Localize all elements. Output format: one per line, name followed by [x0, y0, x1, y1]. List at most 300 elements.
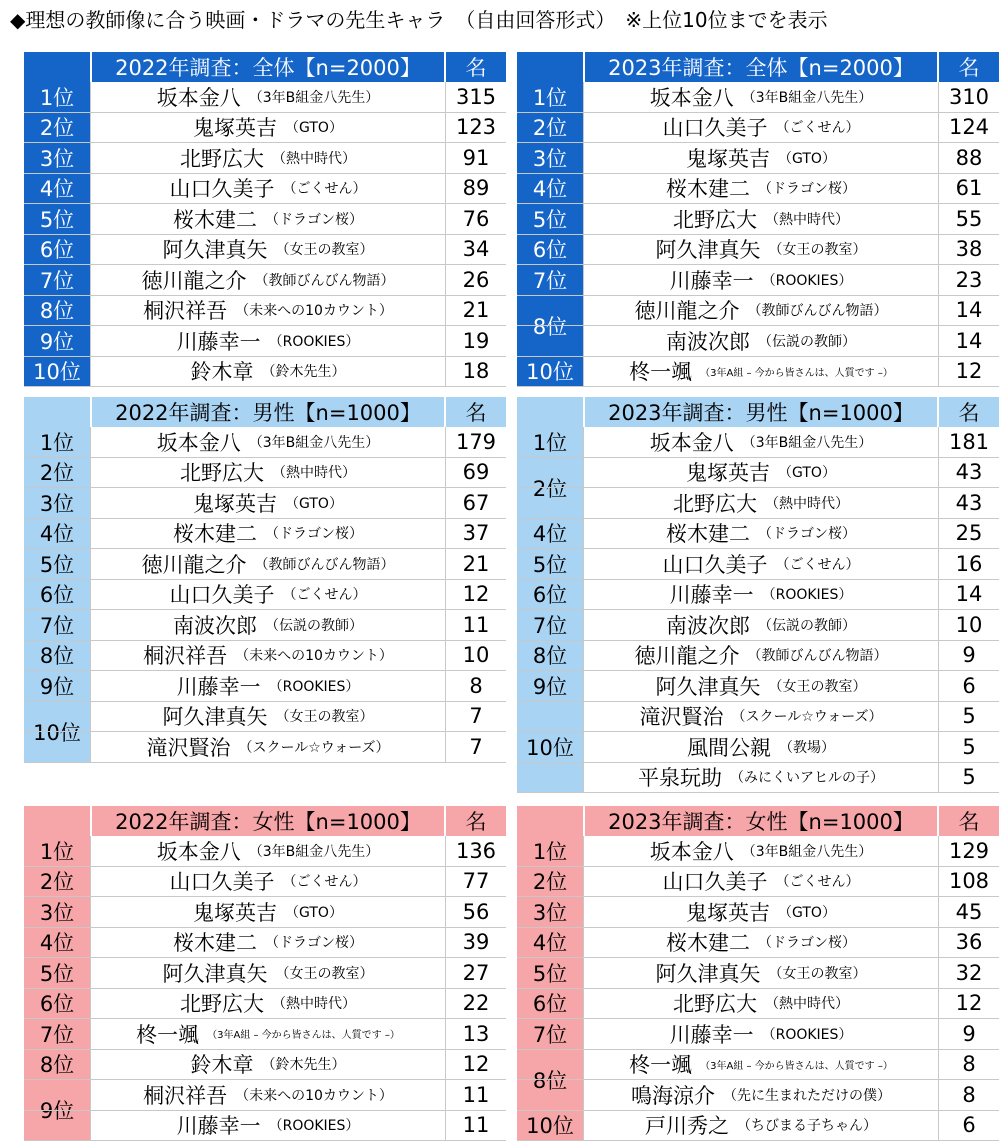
source-title: （ドラゴン桜） — [265, 211, 363, 228]
source-title: （3年A組 – 今から皆さんは、人質です –） — [207, 1030, 400, 1042]
teacher-name-cell — [90, 1080, 446, 1110]
rank-label: 9位 — [517, 671, 583, 702]
teacher-name-cell — [583, 326, 939, 356]
rank-spacer — [24, 204, 90, 234]
vote-count: 108 — [948, 869, 990, 894]
rank-spacer — [517, 265, 583, 295]
rank-label: 4位 — [24, 519, 90, 550]
teacher-name-cell — [583, 113, 939, 143]
teacher-name-cell — [90, 732, 446, 762]
vote-count: 5 — [962, 765, 976, 790]
vote-count: 11 — [462, 1113, 490, 1138]
source-title: （ごくせん） — [282, 874, 367, 891]
teacher-name-cell — [90, 143, 446, 173]
teacher-name: 川藤幸一 — [176, 1114, 261, 1139]
teacher-name: 川藤幸一 — [669, 1022, 754, 1047]
vote-count: 181 — [948, 429, 990, 454]
table-row — [24, 174, 506, 205]
teacher-name-cell — [90, 867, 446, 897]
teacher-name-cell — [583, 1111, 939, 1141]
rank-spacer — [517, 1050, 583, 1080]
rank-label: 7位 — [24, 265, 90, 296]
rank-label: 10位 — [517, 702, 583, 794]
table-row — [517, 897, 999, 928]
rank-spacer — [517, 836, 583, 866]
rank-label: 4位 — [24, 174, 90, 205]
vote-count: 6 — [962, 1113, 976, 1138]
rank-spacer — [517, 1111, 583, 1141]
rank-label: 10位 — [24, 357, 90, 388]
header-rank-cell — [517, 806, 583, 836]
rank-spacer — [517, 580, 583, 610]
vote-count: 12 — [462, 582, 490, 607]
teacher-name: 鈴木章 — [190, 1053, 254, 1078]
vote-count: 36 — [955, 930, 983, 955]
source-title: （教師びんびん物語） — [747, 648, 888, 665]
table-row — [517, 143, 999, 174]
teacher-name-cell — [583, 763, 939, 793]
source-title: （スクール☆ウォーズ） — [238, 739, 390, 756]
vote-count: 88 — [955, 145, 983, 170]
table-row — [24, 928, 506, 959]
table-header — [24, 397, 506, 427]
teacher-name-cell — [90, 671, 446, 701]
teacher-name-cell — [583, 610, 939, 640]
vote-count: 12 — [955, 991, 983, 1016]
teacher-name-cell — [90, 82, 446, 112]
teacher-name: 鬼塚英吉 — [193, 900, 278, 925]
teacher-name-cell — [90, 113, 446, 143]
source-title: （教師びんびん物語） — [747, 303, 888, 320]
teacher-name-cell — [90, 928, 446, 958]
table-row — [517, 458, 999, 489]
teacher-name-cell — [583, 427, 939, 457]
table-row — [517, 641, 999, 672]
table-body — [517, 836, 999, 1141]
rank-label: 7位 — [517, 610, 583, 641]
teacher-name: 鬼塚英吉 — [686, 461, 771, 486]
count-column-header: 名 — [958, 810, 980, 834]
table-row — [517, 1080, 999, 1111]
page-title: ◆理想の教師像に合う映画・ドラマの先生キャラ （自由回答形式） ※上位10位までを表示 — [10, 8, 828, 32]
teacher-name: 桐沢祥吾 — [143, 1083, 228, 1108]
source-title: （ちびまる子ちゃん） — [737, 1118, 877, 1135]
rank-label: 1位 — [517, 836, 583, 867]
source-title: （スクール☆ウォーズ） — [731, 709, 883, 726]
teacher-name: 鳴海涼介 — [631, 1083, 715, 1108]
teacher-name: 南波次郎 — [666, 329, 750, 354]
teacher-name: 山口久美子 — [169, 583, 275, 608]
header-rank-cell — [517, 397, 583, 427]
rank-spacer — [24, 958, 90, 988]
teacher-name-cell — [90, 174, 446, 204]
table-row — [24, 867, 506, 898]
table-row — [517, 610, 999, 641]
source-title: （ごくせん） — [775, 120, 860, 137]
rank-spacer — [24, 1080, 90, 1110]
rank-label: 6位 — [517, 235, 583, 266]
rank-spacer — [24, 326, 90, 356]
rank-spacer — [24, 989, 90, 1019]
table-row — [24, 488, 506, 519]
rank-spacer — [517, 174, 583, 204]
table-header-title: 2023年調査：女性【n=1000】 — [583, 806, 939, 836]
vote-count: 67 — [462, 490, 490, 515]
rank-spacer — [517, 519, 583, 549]
rank-spacer — [517, 427, 583, 457]
teacher-name: 阿久津真矢 — [162, 705, 268, 730]
vote-count: 123 — [455, 115, 497, 140]
teacher-name-cell — [90, 1019, 446, 1049]
teacher-name: 阿久津真矢 — [655, 674, 761, 699]
rank-label: 9位 — [24, 671, 90, 702]
rank-spacer — [517, 1080, 583, 1110]
table-header-title: 2022年調査：女性【n=1000】 — [90, 806, 446, 836]
teacher-name-cell — [583, 671, 939, 701]
teacher-name-cell — [583, 519, 939, 549]
vote-count: 10 — [462, 643, 490, 668]
vote-count: 38 — [955, 237, 983, 262]
rank-label: 9位 — [24, 326, 90, 357]
table-header — [517, 52, 999, 82]
source-title: （ROOKIES） — [268, 678, 360, 695]
teacher-name: 鬼塚英吉 — [686, 146, 771, 171]
teacher-name: 桜木建二 — [173, 931, 257, 956]
vote-count: 37 — [462, 521, 490, 546]
source-title: （GTO） — [285, 904, 343, 921]
vote-count: 8 — [962, 1052, 976, 1077]
table-row — [517, 82, 999, 113]
table-row — [24, 204, 506, 235]
vote-count: 12 — [955, 359, 983, 384]
rank-label: 3位 — [24, 488, 90, 519]
table-row — [24, 265, 506, 296]
teacher-name: 柊一颯 — [629, 360, 693, 385]
teacher-name-cell — [583, 357, 939, 387]
source-title: （熱中時代） — [272, 996, 356, 1013]
vote-count: 32 — [955, 960, 983, 985]
table-body — [24, 836, 506, 1141]
vote-count: 14 — [955, 328, 983, 353]
teacher-name-cell — [90, 235, 446, 265]
table-row — [24, 113, 506, 144]
teacher-name: 坂本金八 — [156, 430, 241, 455]
table-header-title: 2023年調査：男性【n=1000】 — [583, 397, 939, 427]
table-header — [517, 397, 999, 427]
teacher-name: 川藤幸一 — [669, 268, 754, 293]
rank-spacer — [517, 1019, 583, 1049]
rank-spacer — [517, 958, 583, 988]
table-row — [24, 732, 506, 763]
vote-count: 16 — [955, 551, 983, 576]
source-title: （3年B組金八先生） — [248, 89, 380, 106]
teacher-name-cell — [90, 836, 446, 866]
rank-spacer — [24, 458, 90, 488]
table-row — [24, 958, 506, 989]
source-title: （3年B組金八先生） — [741, 89, 873, 106]
teacher-name: 滝沢賢治 — [146, 735, 231, 760]
table-row — [517, 671, 999, 702]
teacher-name-cell — [583, 580, 939, 610]
source-title: （教師びんびん物語） — [254, 556, 395, 573]
teacher-name-cell — [583, 174, 939, 204]
table-row — [517, 836, 999, 867]
rank-spacer — [517, 357, 583, 387]
count-column-header: 名 — [958, 56, 980, 80]
table-2023-female — [517, 806, 999, 1141]
source-title: （ごくせん） — [775, 556, 860, 573]
vote-count: 55 — [955, 206, 983, 231]
teacher-name-cell — [583, 958, 939, 988]
teacher-name: 坂本金八 — [156, 839, 241, 864]
teacher-name-cell — [583, 928, 939, 958]
table-row — [24, 296, 506, 327]
source-title: （GTO） — [778, 904, 836, 921]
rank-label: 1位 — [517, 427, 583, 458]
teacher-name: 北野広大 — [673, 491, 757, 516]
teacher-name-cell — [583, 82, 939, 112]
rank-spacer — [24, 897, 90, 927]
header-rank-cell — [24, 52, 90, 82]
table-row — [24, 1111, 506, 1142]
rank-label: 6位 — [517, 989, 583, 1020]
table-row — [517, 1050, 999, 1081]
teacher-name: 桜木建二 — [666, 522, 750, 547]
rank-spacer — [24, 1111, 90, 1141]
source-title: （3年A組 – 今から皆さんは、人質です –） — [700, 1060, 893, 1072]
rank-spacer — [517, 897, 583, 927]
source-title: （ごくせん） — [775, 874, 860, 891]
teacher-name-cell — [583, 732, 939, 762]
table-row — [24, 897, 506, 928]
teacher-name: 桐沢祥吾 — [143, 299, 228, 324]
source-title: （ROOKIES） — [761, 587, 853, 604]
table-header-title: 2022年調査：男性【n=1000】 — [90, 397, 446, 427]
source-title: （ROOKIES） — [268, 333, 360, 350]
rank-spacer — [24, 357, 90, 387]
rank-label: 7位 — [24, 610, 90, 641]
rank-spacer — [517, 867, 583, 897]
rank-label: 3位 — [517, 897, 583, 928]
rank-label: 6位 — [24, 580, 90, 611]
teacher-name-cell — [90, 549, 446, 579]
vote-count: 22 — [462, 991, 490, 1016]
rank-spacer — [24, 113, 90, 143]
vote-count: 39 — [462, 930, 490, 955]
rank-spacer — [517, 326, 583, 356]
teacher-name-cell — [583, 867, 939, 897]
source-title: （女王の教室） — [275, 242, 374, 259]
vote-count: 18 — [462, 359, 490, 384]
rank-spacer — [24, 488, 90, 518]
vote-count: 21 — [462, 551, 490, 576]
source-title: （ROOKIES） — [761, 1026, 853, 1043]
teacher-name: 柊一颯 — [629, 1053, 693, 1078]
teacher-name: 桜木建二 — [173, 522, 257, 547]
table-row — [517, 763, 999, 794]
rank-label: 5位 — [24, 958, 90, 989]
teacher-name-cell — [583, 143, 939, 173]
count-column-header: 名 — [465, 56, 487, 80]
source-title: （ごくせん） — [282, 587, 367, 604]
vote-count: 310 — [948, 84, 990, 109]
source-title: （先に生まれただけの僕） — [723, 1087, 891, 1104]
teacher-name: 鬼塚英吉 — [193, 116, 278, 141]
vote-count: 21 — [462, 298, 490, 323]
vote-count: 23 — [955, 267, 983, 292]
teacher-name-cell — [583, 1050, 939, 1080]
table-row — [517, 357, 999, 388]
vote-count: 5 — [962, 704, 976, 729]
teacher-name-cell — [583, 702, 939, 732]
teacher-name: 戸川秀之 — [645, 1114, 729, 1139]
teacher-name: 桜木建二 — [666, 931, 750, 956]
vote-count: 76 — [462, 206, 490, 231]
table-row — [517, 427, 999, 458]
table-row — [517, 174, 999, 205]
rank-spacer — [24, 519, 90, 549]
table-row — [517, 1111, 999, 1142]
rank-spacer — [517, 732, 583, 762]
teacher-name-cell — [583, 641, 939, 671]
table-row — [24, 326, 506, 357]
rank-spacer — [517, 204, 583, 234]
source-title: （3年B組金八先生） — [741, 434, 873, 451]
table-row — [24, 82, 506, 113]
vote-count: 43 — [955, 490, 983, 515]
source-title: （伝説の教師） — [758, 617, 856, 634]
source-title: （鈴木先生） — [261, 364, 346, 381]
teacher-name-cell — [90, 610, 446, 640]
rank-spacer — [517, 113, 583, 143]
source-title: （ドラゴン桜） — [265, 526, 363, 543]
vote-count: 77 — [462, 869, 490, 894]
vote-count: 11 — [462, 612, 490, 637]
vote-count: 19 — [462, 328, 490, 353]
rank-spacer — [517, 82, 583, 112]
source-title: （ドラゴン桜） — [758, 181, 856, 198]
vote-count: 14 — [955, 582, 983, 607]
rank-label: 10位 — [517, 1111, 583, 1142]
source-title: （未来への10カウント） — [235, 303, 393, 320]
rank-spacer — [517, 641, 583, 671]
table-row — [24, 519, 506, 550]
header-rank-cell — [24, 806, 90, 836]
vote-count: 315 — [455, 84, 497, 109]
teacher-name: 坂本金八 — [649, 85, 734, 110]
table-row — [24, 1019, 506, 1050]
rank-label: 5位 — [517, 204, 583, 235]
rank-label: 3位 — [24, 897, 90, 928]
source-title: （ドラゴン桜） — [265, 935, 363, 952]
table-row — [517, 519, 999, 550]
teacher-name: 鬼塚英吉 — [686, 900, 771, 925]
source-title: （ドラゴン桜） — [758, 935, 856, 952]
rank-label: 6位 — [517, 580, 583, 611]
table-header-title: 2022年調査：全体【n=2000】 — [90, 52, 446, 82]
teacher-name: 阿久津真矢 — [162, 961, 268, 986]
table-row — [24, 235, 506, 266]
vote-count: 27 — [462, 960, 490, 985]
teacher-name-cell — [583, 488, 939, 518]
teacher-name: 阿久津真矢 — [655, 961, 761, 986]
teacher-name: 阿久津真矢 — [655, 238, 761, 263]
rank-label: 4位 — [24, 928, 90, 959]
vote-count: 5 — [962, 734, 976, 759]
rank-label: 4位 — [517, 174, 583, 205]
count-column-header: 名 — [465, 810, 487, 834]
teacher-name: 阿久津真矢 — [162, 238, 268, 263]
source-title: （ごくせん） — [282, 181, 367, 198]
rank-label: 2位 — [517, 113, 583, 144]
vote-count: 10 — [955, 612, 983, 637]
rank-label: 2位 — [24, 867, 90, 898]
source-title: （未来への10カウント） — [235, 648, 393, 665]
rank-spacer — [517, 702, 583, 732]
table-header — [517, 806, 999, 836]
table-row — [517, 204, 999, 235]
header-rank-cell — [24, 397, 90, 427]
rank-label: 7位 — [517, 265, 583, 296]
rank-label: 8位 — [24, 1050, 90, 1081]
count-column-header: 名 — [465, 401, 487, 425]
vote-count: 91 — [462, 145, 490, 170]
source-title: （熱中時代） — [765, 211, 849, 228]
table-header — [24, 806, 506, 836]
rank-spacer — [24, 427, 90, 457]
rank-label: 8位 — [517, 641, 583, 672]
teacher-name: 北野広大 — [673, 207, 757, 232]
table-row — [517, 488, 999, 519]
vote-count: 9 — [962, 643, 976, 668]
rank-spacer — [517, 549, 583, 579]
rank-label: 1位 — [24, 427, 90, 458]
teacher-name: 平泉玩助 — [638, 766, 722, 791]
table-header — [24, 52, 506, 82]
rank-label: 4位 — [517, 928, 583, 959]
table-2023-male — [517, 397, 999, 793]
vote-count: 179 — [455, 429, 497, 454]
teacher-name-cell — [90, 204, 446, 234]
rank-label: 8位 — [24, 641, 90, 672]
source-title: （GTO） — [285, 120, 343, 137]
rank-label: 10位 — [517, 357, 583, 388]
vote-count: 13 — [462, 1021, 490, 1046]
vote-count: 69 — [462, 460, 490, 485]
vote-count: 9 — [962, 1021, 976, 1046]
source-title: （伝説の教師） — [265, 617, 363, 634]
rank-label: 6位 — [24, 989, 90, 1020]
rank-spacer — [24, 296, 90, 326]
table-row — [517, 549, 999, 580]
rank-spacer — [517, 235, 583, 265]
table-body — [517, 82, 999, 387]
teacher-name-cell — [90, 458, 446, 488]
teacher-name: 風間公親 — [687, 735, 771, 760]
source-title: （教場） — [779, 739, 835, 756]
table-2023-all — [517, 52, 999, 387]
rank-spacer — [24, 928, 90, 958]
table-row — [517, 296, 999, 327]
vote-count: 89 — [462, 176, 490, 201]
rank-spacer — [24, 82, 90, 112]
rank-spacer — [517, 671, 583, 701]
vote-count: 7 — [469, 734, 483, 759]
teacher-name: 徳川龍之介 — [141, 268, 247, 293]
rank-spacer — [24, 610, 90, 640]
source-title: （3年B組金八先生） — [741, 843, 873, 860]
teacher-name: 徳川龍之介 — [141, 552, 247, 577]
